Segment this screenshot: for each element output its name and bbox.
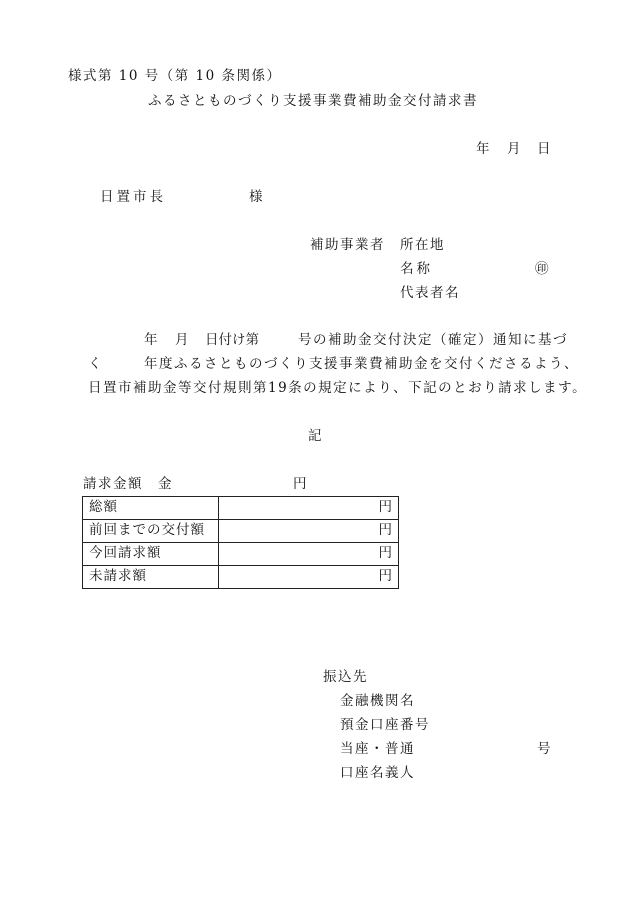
table-row — [83, 566, 399, 589]
table-row — [83, 497, 399, 520]
row-unit: 円 — [219, 543, 399, 566]
date-month: 月 — [507, 141, 521, 157]
transfer-heading: 振込先 — [323, 669, 368, 685]
seal-mark: ㊞ — [535, 261, 549, 277]
body-line2-text: 年度ふるさとものづくり支援事業費補助金を交付くださるよう、 — [144, 356, 579, 372]
account-holder-label: 口座名義人 — [340, 765, 415, 781]
request-amount-unit: 円 — [293, 476, 307, 492]
body-line3: 日置市補助金等交付規則第19条の規定により、下記のとおり請求します。 — [88, 380, 588, 396]
bank-name-label: 金融機関名 — [340, 693, 415, 709]
amount-table — [82, 496, 399, 589]
row-label-previous: 前回までの交付額 — [83, 520, 219, 543]
account-number-suffix: 号 — [537, 741, 551, 757]
addressee-name: 日置市長 — [100, 189, 166, 205]
representative-label: 代表者名 — [400, 285, 460, 301]
date-day: 日 — [537, 141, 551, 157]
table-row — [83, 520, 399, 543]
form-number: 様式第 10 号（第 10 条関係） — [68, 68, 282, 84]
row-unit: 円 — [219, 520, 399, 543]
table-row — [83, 543, 399, 566]
body-line2-start: く — [88, 356, 102, 372]
request-amount-label: 請求金額 — [83, 476, 143, 492]
row-unit: 円 — [219, 566, 399, 589]
applicant-role-label: 補助事業者 — [310, 237, 385, 253]
body-line1-number-suffix: 号の補助金交付決定（確定）通知に基づ — [298, 332, 568, 348]
account-number-label: 預金口座番号 — [340, 717, 430, 733]
row-label-unrequested: 未請求額 — [83, 566, 219, 589]
name-label: 名称 — [400, 261, 433, 277]
date-year: 年 — [476, 141, 490, 157]
ki-heading: 記 — [308, 428, 322, 444]
document-title: ふるさとものづくり支援事業費補助金交付請求書 — [148, 93, 478, 109]
account-type-label: 当座・普通 — [340, 741, 415, 757]
row-unit: 円 — [219, 497, 399, 520]
row-label-current: 今回請求額 — [83, 543, 219, 566]
body-line1-month: 月 — [175, 332, 189, 348]
body-line1-year: 年 — [144, 332, 158, 348]
address-label: 所在地 — [400, 237, 445, 253]
request-amount-prefix: 金 — [158, 476, 172, 492]
row-label-total: 総額 — [83, 497, 219, 520]
addressee-honorific: 様 — [249, 189, 263, 205]
body-line1-date-suffix: 日付け第 — [205, 332, 259, 348]
